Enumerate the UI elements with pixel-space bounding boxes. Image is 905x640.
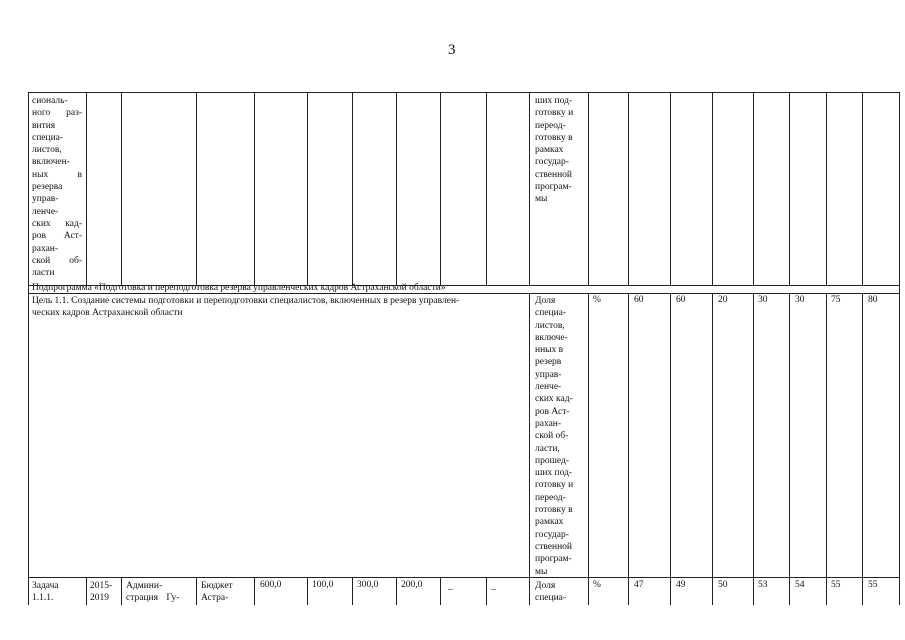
task-amount: 600,0 <box>260 580 282 590</box>
text-line: 1.1.1. <box>32 593 54 604</box>
text-line: Доля <box>535 296 556 306</box>
goal-value: 80 <box>868 295 878 305</box>
text-line: переод- <box>535 492 566 503</box>
text-line: вития <box>32 120 56 131</box>
text-line: рахан- <box>32 243 59 254</box>
text-line: управ- <box>32 194 59 205</box>
text-line: ленче- <box>32 206 59 217</box>
text-line: рамках <box>535 517 564 528</box>
text-line: ного раз- <box>32 108 82 119</box>
text-line: готовку и <box>535 108 574 119</box>
text-line: страция Гу- <box>126 593 180 604</box>
text-line: ших под- <box>535 96 573 106</box>
subprogram-title: Подпрограмма «Подготовка и переподготовка резерва управленческих кадров Астраханской области» <box>32 283 446 293</box>
text-line: ской об- <box>32 255 82 266</box>
goal-value: 30 <box>758 295 768 305</box>
text-line: готовку и <box>535 480 574 491</box>
text-line: включе- <box>535 332 568 343</box>
text-line: ских кад- <box>32 218 82 229</box>
text-line: ров Аст- <box>32 231 82 242</box>
text-line: готовку в <box>535 505 573 516</box>
text-line: управ- <box>535 369 562 380</box>
task-executor <box>126 580 192 605</box>
text-line: ленче- <box>535 382 562 393</box>
continuation-col1-text <box>32 95 82 279</box>
task-label <box>32 580 84 605</box>
text-line: мы <box>535 566 548 577</box>
text-line: Астра- <box>201 593 229 604</box>
text-line: специа- <box>535 308 567 319</box>
text-line: листов, <box>535 320 565 331</box>
goal-value: 60 <box>676 295 686 305</box>
task-amount: _ <box>491 582 496 592</box>
task-funding-source <box>201 580 251 605</box>
text-line: програм- <box>535 554 572 565</box>
task-value: 55 <box>868 580 878 590</box>
task-value: 47 <box>634 580 644 590</box>
text-line: Админи- <box>126 581 163 591</box>
text-line: ских кад- <box>535 394 573 405</box>
table-rule-top <box>28 92 900 93</box>
goal-value: 30 <box>795 295 805 305</box>
text-line: листов, <box>32 145 62 156</box>
text-line: резерв <box>535 357 562 368</box>
text-line: ров Аст- <box>535 406 570 417</box>
task-value: 55 <box>831 580 841 590</box>
text-line: 2019 <box>90 593 109 604</box>
task-value: 53 <box>758 580 768 590</box>
text-line: переод- <box>535 120 566 131</box>
text-line: програм- <box>535 182 572 193</box>
text-line: сиональ- <box>32 96 68 106</box>
table-rule-goal-bottom <box>28 577 900 578</box>
text-line: включен- <box>32 157 70 168</box>
text-line: Задача <box>32 581 59 591</box>
text-line: государ- <box>535 157 569 168</box>
task-unit: % <box>593 580 601 590</box>
task-amount: 300,0 <box>357 580 379 590</box>
text-line: рахан- <box>535 418 562 429</box>
task-period <box>90 580 120 605</box>
goal-value: 20 <box>718 295 728 305</box>
task-amount: 100,0 <box>312 580 334 590</box>
text-line: ческих кадров Астраханской области <box>32 308 183 319</box>
text-line: нных в <box>535 345 564 356</box>
text-line: 2015- <box>90 581 113 591</box>
text-line: прошед- <box>535 455 569 466</box>
goal-indicator-text <box>535 295 585 578</box>
goal-value: 75 <box>831 295 841 305</box>
text-line: ственной <box>535 541 573 552</box>
text-line: Доля <box>535 581 556 591</box>
text-line: Цель 1.1. Создание системы подготовки и переподготовки специалистов, включенных в резерв управлен- <box>32 296 460 306</box>
text-line: ших под- <box>535 468 573 479</box>
task-value: 54 <box>795 580 805 590</box>
task-amount: _ <box>448 582 453 592</box>
text-line: ской об- <box>535 431 569 442</box>
text-line: ласти <box>32 268 55 279</box>
text-line: ных в <box>32 169 82 180</box>
text-line: готовку в <box>535 132 573 143</box>
text-line: рамках <box>535 145 564 156</box>
goal-value: 60 <box>634 295 644 305</box>
text-line: резерва <box>32 182 63 193</box>
goal-unit: % <box>593 295 601 305</box>
text-line: специа- <box>32 132 64 143</box>
goal-text <box>32 295 527 320</box>
text-line: Бюджет <box>201 581 233 591</box>
text-line: государ- <box>535 529 569 540</box>
task-value: 49 <box>676 580 686 590</box>
task-value: 50 <box>718 580 728 590</box>
text-line: мы <box>535 194 548 205</box>
text-line: ласти, <box>535 443 560 454</box>
text-line: ственной <box>535 169 573 180</box>
text-line: специа- <box>535 593 567 604</box>
task-indicator-text <box>535 580 585 605</box>
page-number: 3 <box>448 42 456 58</box>
continuation-indicator-text <box>535 95 585 206</box>
task-amount: 200,0 <box>401 580 423 590</box>
